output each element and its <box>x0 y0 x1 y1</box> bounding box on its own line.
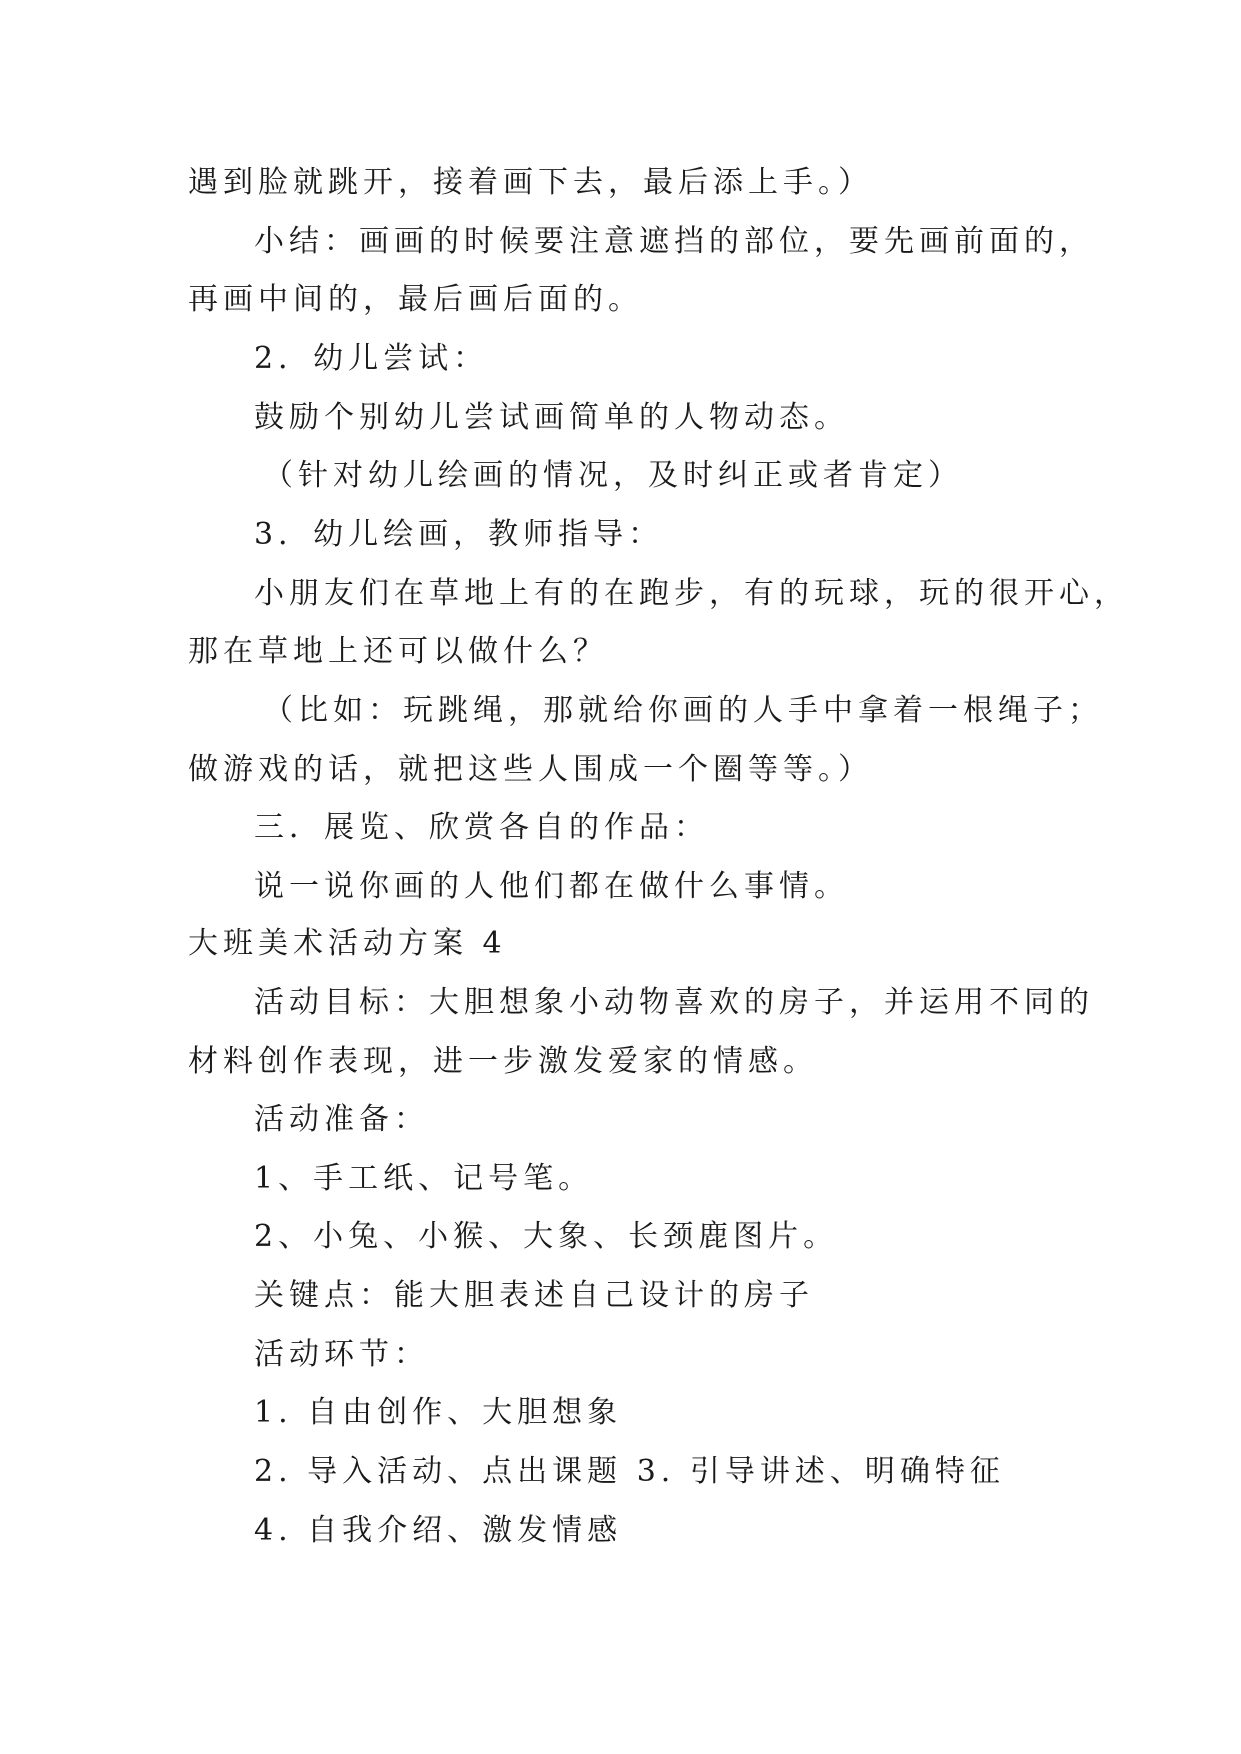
section-heading: 大班美术活动方案 4 <box>188 926 507 961</box>
text-line: 1、手工纸、记号笔。 <box>254 1161 594 1196</box>
text-line: 小朋友们在草地上有的在跑步，有的玩球，玩的很开心， <box>254 576 1129 611</box>
text-line: 三．展览、欣赏各自的作品： <box>254 810 709 845</box>
text-line: 材料创作表现，进一步激发爱家的情感。 <box>188 1044 818 1079</box>
text-line: （比如：玩跳绳，那就给你画的人手中拿着一根绳子； <box>263 693 1103 728</box>
text-line: 2. 导入活动、点出课题 3. 引导讲述、明确特征 <box>254 1454 1005 1489</box>
text-line: 鼓励个别幼儿尝试画简单的人物动态。 <box>254 400 849 435</box>
text-line: （针对幼儿绘画的情况，及时纠正或者肯定） <box>263 458 963 493</box>
text-line: 关键点：能大胆表述自己设计的房子 <box>254 1278 814 1313</box>
text-line: 活动环节： <box>254 1337 429 1372</box>
text-line: 那在草地上还可以做什么？ <box>188 634 608 669</box>
text-line: 3．幼儿绘画，教师指导： <box>254 517 664 552</box>
text-line: 活动目标：大胆想象小动物喜欢的房子，并运用不同的 <box>254 985 1094 1020</box>
text-line: 1. 自由创作、大胆想象 <box>254 1395 623 1430</box>
text-line: 再画中间的，最后画后面的。 <box>188 282 643 317</box>
text-line: 2．幼儿尝试： <box>254 341 489 376</box>
text-line: 4. 自我介绍、激发情感 <box>254 1513 623 1548</box>
text-line: 2、小兔、小猴、大象、长颈鹿图片。 <box>254 1219 839 1254</box>
text-line: 说一说你画的人他们都在做什么事情。 <box>254 869 849 904</box>
text-line: 小结：画画的时候要注意遮挡的部位，要先画前面的， <box>254 224 1094 259</box>
text-line: 遇到脸就跳开，接着画下去，最后添上手。） <box>188 165 873 200</box>
text-line: 活动准备： <box>254 1102 429 1137</box>
text-line: 做游戏的话，就把这些人围成一个圈等等。） <box>188 752 873 787</box>
